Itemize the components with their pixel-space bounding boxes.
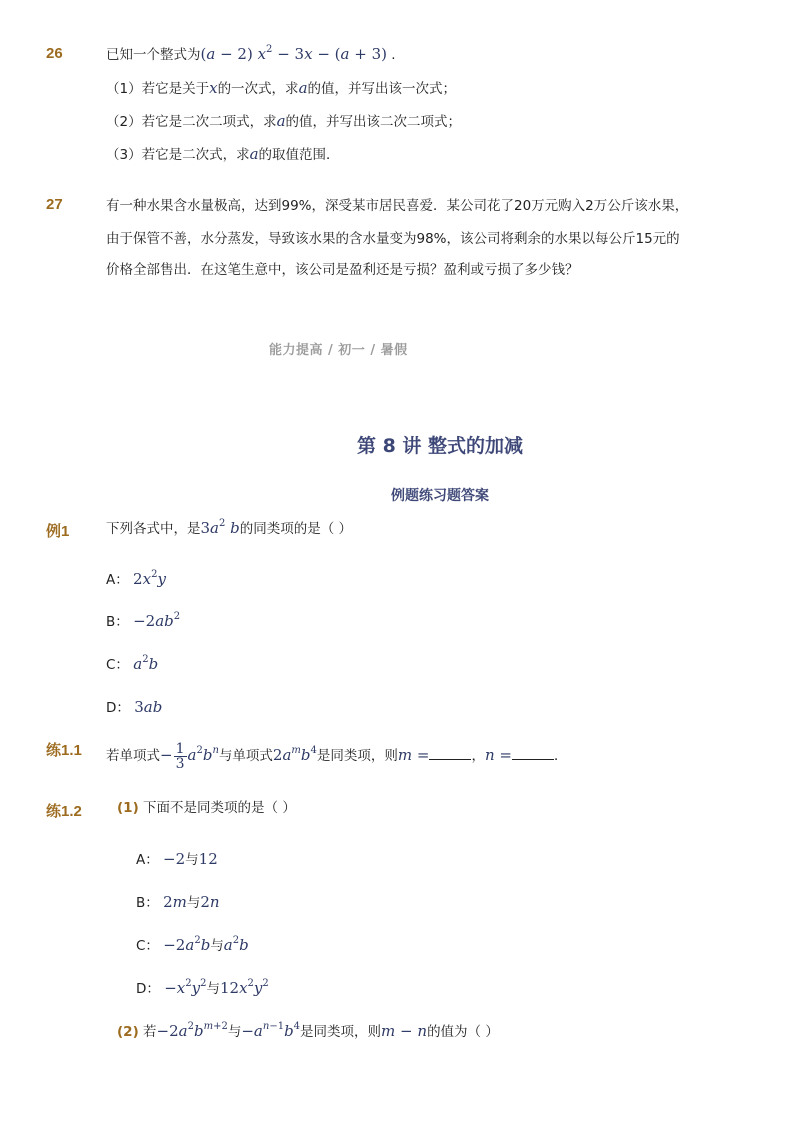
q27-line-2: 由于保管不善，水分蒸发，导致该水果的含水量变为98%，该公司将剩余的水果以每公斤15元的 bbox=[106, 231, 680, 247]
p11-blank-m[interactable] bbox=[429, 747, 471, 760]
ex1-stem bbox=[106, 518, 352, 539]
p12-option-b-math: 2m bbox=[163, 893, 187, 911]
p12-part-2-text-d: 的值为（ ） bbox=[427, 1024, 499, 1040]
p11-monomial-1: − $\frac{1}{3}$ $a^2b^n$ bbox=[160, 740, 219, 772]
q26-sub2-text-c: 的值，并写出该二次二项式； bbox=[285, 114, 462, 130]
q26-expression: (a − 2) $x^2 - 3x - (a + 3)$ bbox=[200, 44, 387, 63]
ex1-option-d-label: D： bbox=[106, 700, 130, 716]
p12-part-2 bbox=[117, 1021, 499, 1042]
q26-sub1 bbox=[106, 78, 456, 99]
ex1-option-d-math: 3ab bbox=[134, 698, 163, 716]
ex1-option-d[interactable] bbox=[106, 696, 162, 719]
p11-text-d: ， bbox=[471, 748, 485, 764]
question-number-27: 27 bbox=[46, 196, 63, 213]
q26-sub2-text-a: （2）若它是二次二项式，求 bbox=[106, 114, 277, 130]
p12-option-c-math-2: $a^2b$ bbox=[223, 935, 249, 954]
practice-1-1-label: 练1.1 bbox=[46, 742, 82, 759]
ex1-stem-text-a: 下列各式中，是 bbox=[106, 521, 201, 537]
q26-sub1-text-c: 的值，并写出该一次式； bbox=[307, 81, 457, 97]
p12-part-2-math-1: $-2a^2b^{m+2}$ bbox=[156, 1021, 228, 1040]
q26-stem-suffix: . bbox=[391, 47, 396, 63]
p11-n-eq: n = bbox=[484, 746, 512, 764]
p12-option-b-math-2: 2n bbox=[200, 893, 220, 911]
p12-part-2-math-2: $-a^{n-1}b^4$ bbox=[241, 1021, 301, 1040]
ex1-option-b-label: B： bbox=[106, 614, 129, 630]
p12-option-a-math-2: 12 bbox=[198, 850, 218, 868]
ex1-option-c-label: C： bbox=[106, 657, 129, 673]
p11-text-e: ． bbox=[553, 748, 568, 764]
p12-option-b[interactable] bbox=[136, 891, 220, 914]
q26-sub2-var-a: a bbox=[276, 112, 286, 130]
ex1-option-b[interactable] bbox=[106, 610, 180, 633]
p12-option-a[interactable] bbox=[136, 848, 218, 871]
ex1-option-a[interactable] bbox=[106, 568, 166, 591]
p11-stem bbox=[106, 738, 567, 773]
lecture-title: 第 8 讲 整式的加减 bbox=[356, 435, 524, 457]
p12-option-b-label: B： bbox=[136, 895, 159, 911]
p12-option-b-mid: 与 bbox=[186, 895, 201, 911]
q27-line-1: 有一种水果含水量极高，达到99%，深受某市居民喜爱．某公司花了20万元购入2万公斤该水果， bbox=[106, 198, 689, 214]
p12-option-d-math-2: $12x^2y^2$ bbox=[219, 978, 269, 997]
p12-part-2-text-a: 若 bbox=[143, 1024, 157, 1040]
q26-sub1-text-a: （1）若它是关于 bbox=[106, 81, 210, 97]
p12-option-a-mid: 与 bbox=[185, 852, 199, 868]
p11-text-a: 若单项式 bbox=[106, 748, 160, 764]
p11-monomial-2: $2a^mb^4$ bbox=[272, 745, 317, 764]
ex1-stem-text-b: 的同类项的是（ ） bbox=[239, 521, 353, 537]
q26-sub2 bbox=[106, 111, 461, 132]
p11-text-b: 与单项式 bbox=[218, 748, 273, 764]
q26-sub1-var-a: a bbox=[298, 79, 308, 97]
ex1-option-a-label: A： bbox=[106, 572, 129, 588]
p12-option-a-math: −2 bbox=[163, 850, 186, 868]
p12-option-c-math: $-2a^2b$ bbox=[163, 935, 211, 954]
ex1-stem-math: $3a^2$ b bbox=[200, 518, 240, 537]
p12-option-c-mid: 与 bbox=[210, 938, 224, 954]
p12-part-2-text-c: 是同类项，则 bbox=[300, 1024, 382, 1040]
q26-sub3-var-a: a bbox=[249, 145, 259, 163]
p12-part-1-text: 下面不是同类项的是（ ） bbox=[143, 800, 296, 816]
q26-stem-prefix: 已知一个整式为 bbox=[106, 47, 201, 63]
q27-line-3: 价格全部售出．在这笔生意中，该公司是盈利还是亏损？盈利或亏损了多少钱？ bbox=[106, 262, 579, 278]
p12-option-d-math: $-x^2y^2$ bbox=[164, 978, 207, 997]
p11-m-eq: m = bbox=[397, 746, 430, 764]
q26-sub3-text-c: 的取值范围． bbox=[258, 147, 340, 163]
lecture-subtitle: 例题练习题答案 bbox=[391, 488, 489, 504]
practice-1-2-label: 练1.2 bbox=[46, 803, 82, 820]
p12-option-d[interactable] bbox=[136, 977, 269, 1000]
example-1-label: 例1 bbox=[46, 523, 70, 540]
p11-text-c: 是同类项，则 bbox=[316, 748, 398, 764]
p12-part-1 bbox=[117, 798, 296, 818]
ex1-option-a-math: $2x^2y$ bbox=[133, 569, 166, 588]
q26-sub3 bbox=[106, 144, 340, 165]
p11-blank-n[interactable] bbox=[512, 747, 554, 760]
q26-sub3-text-a: （3）若它是二次式，求 bbox=[106, 147, 250, 163]
question-number-26: 26 bbox=[46, 45, 63, 62]
ex1-option-b-math: $-2ab^2$ bbox=[133, 611, 181, 630]
ex1-option-c-math: $a^2b$ bbox=[133, 654, 159, 673]
page-footer: 能力提高 / 初一 / 暑假 bbox=[269, 343, 408, 358]
p12-part-2-math-3: m − n bbox=[381, 1022, 428, 1040]
p12-option-c-label: C： bbox=[136, 938, 159, 954]
p12-part-2-text-b: 与 bbox=[227, 1024, 242, 1040]
p12-option-d-label: D： bbox=[136, 981, 160, 997]
p12-part-2-number: (2) bbox=[117, 1024, 139, 1040]
p12-option-c[interactable] bbox=[136, 934, 249, 957]
q26-sub1-var-x: x bbox=[209, 79, 218, 97]
p12-option-a-label: A： bbox=[136, 852, 159, 868]
p12-option-d-mid: 与 bbox=[206, 981, 220, 997]
p12-part-1-number: (1) bbox=[117, 800, 139, 816]
q26-sub1-text-b: 的一次式，求 bbox=[217, 81, 299, 97]
ex1-option-c[interactable] bbox=[106, 653, 158, 676]
q26-stem bbox=[106, 44, 396, 65]
